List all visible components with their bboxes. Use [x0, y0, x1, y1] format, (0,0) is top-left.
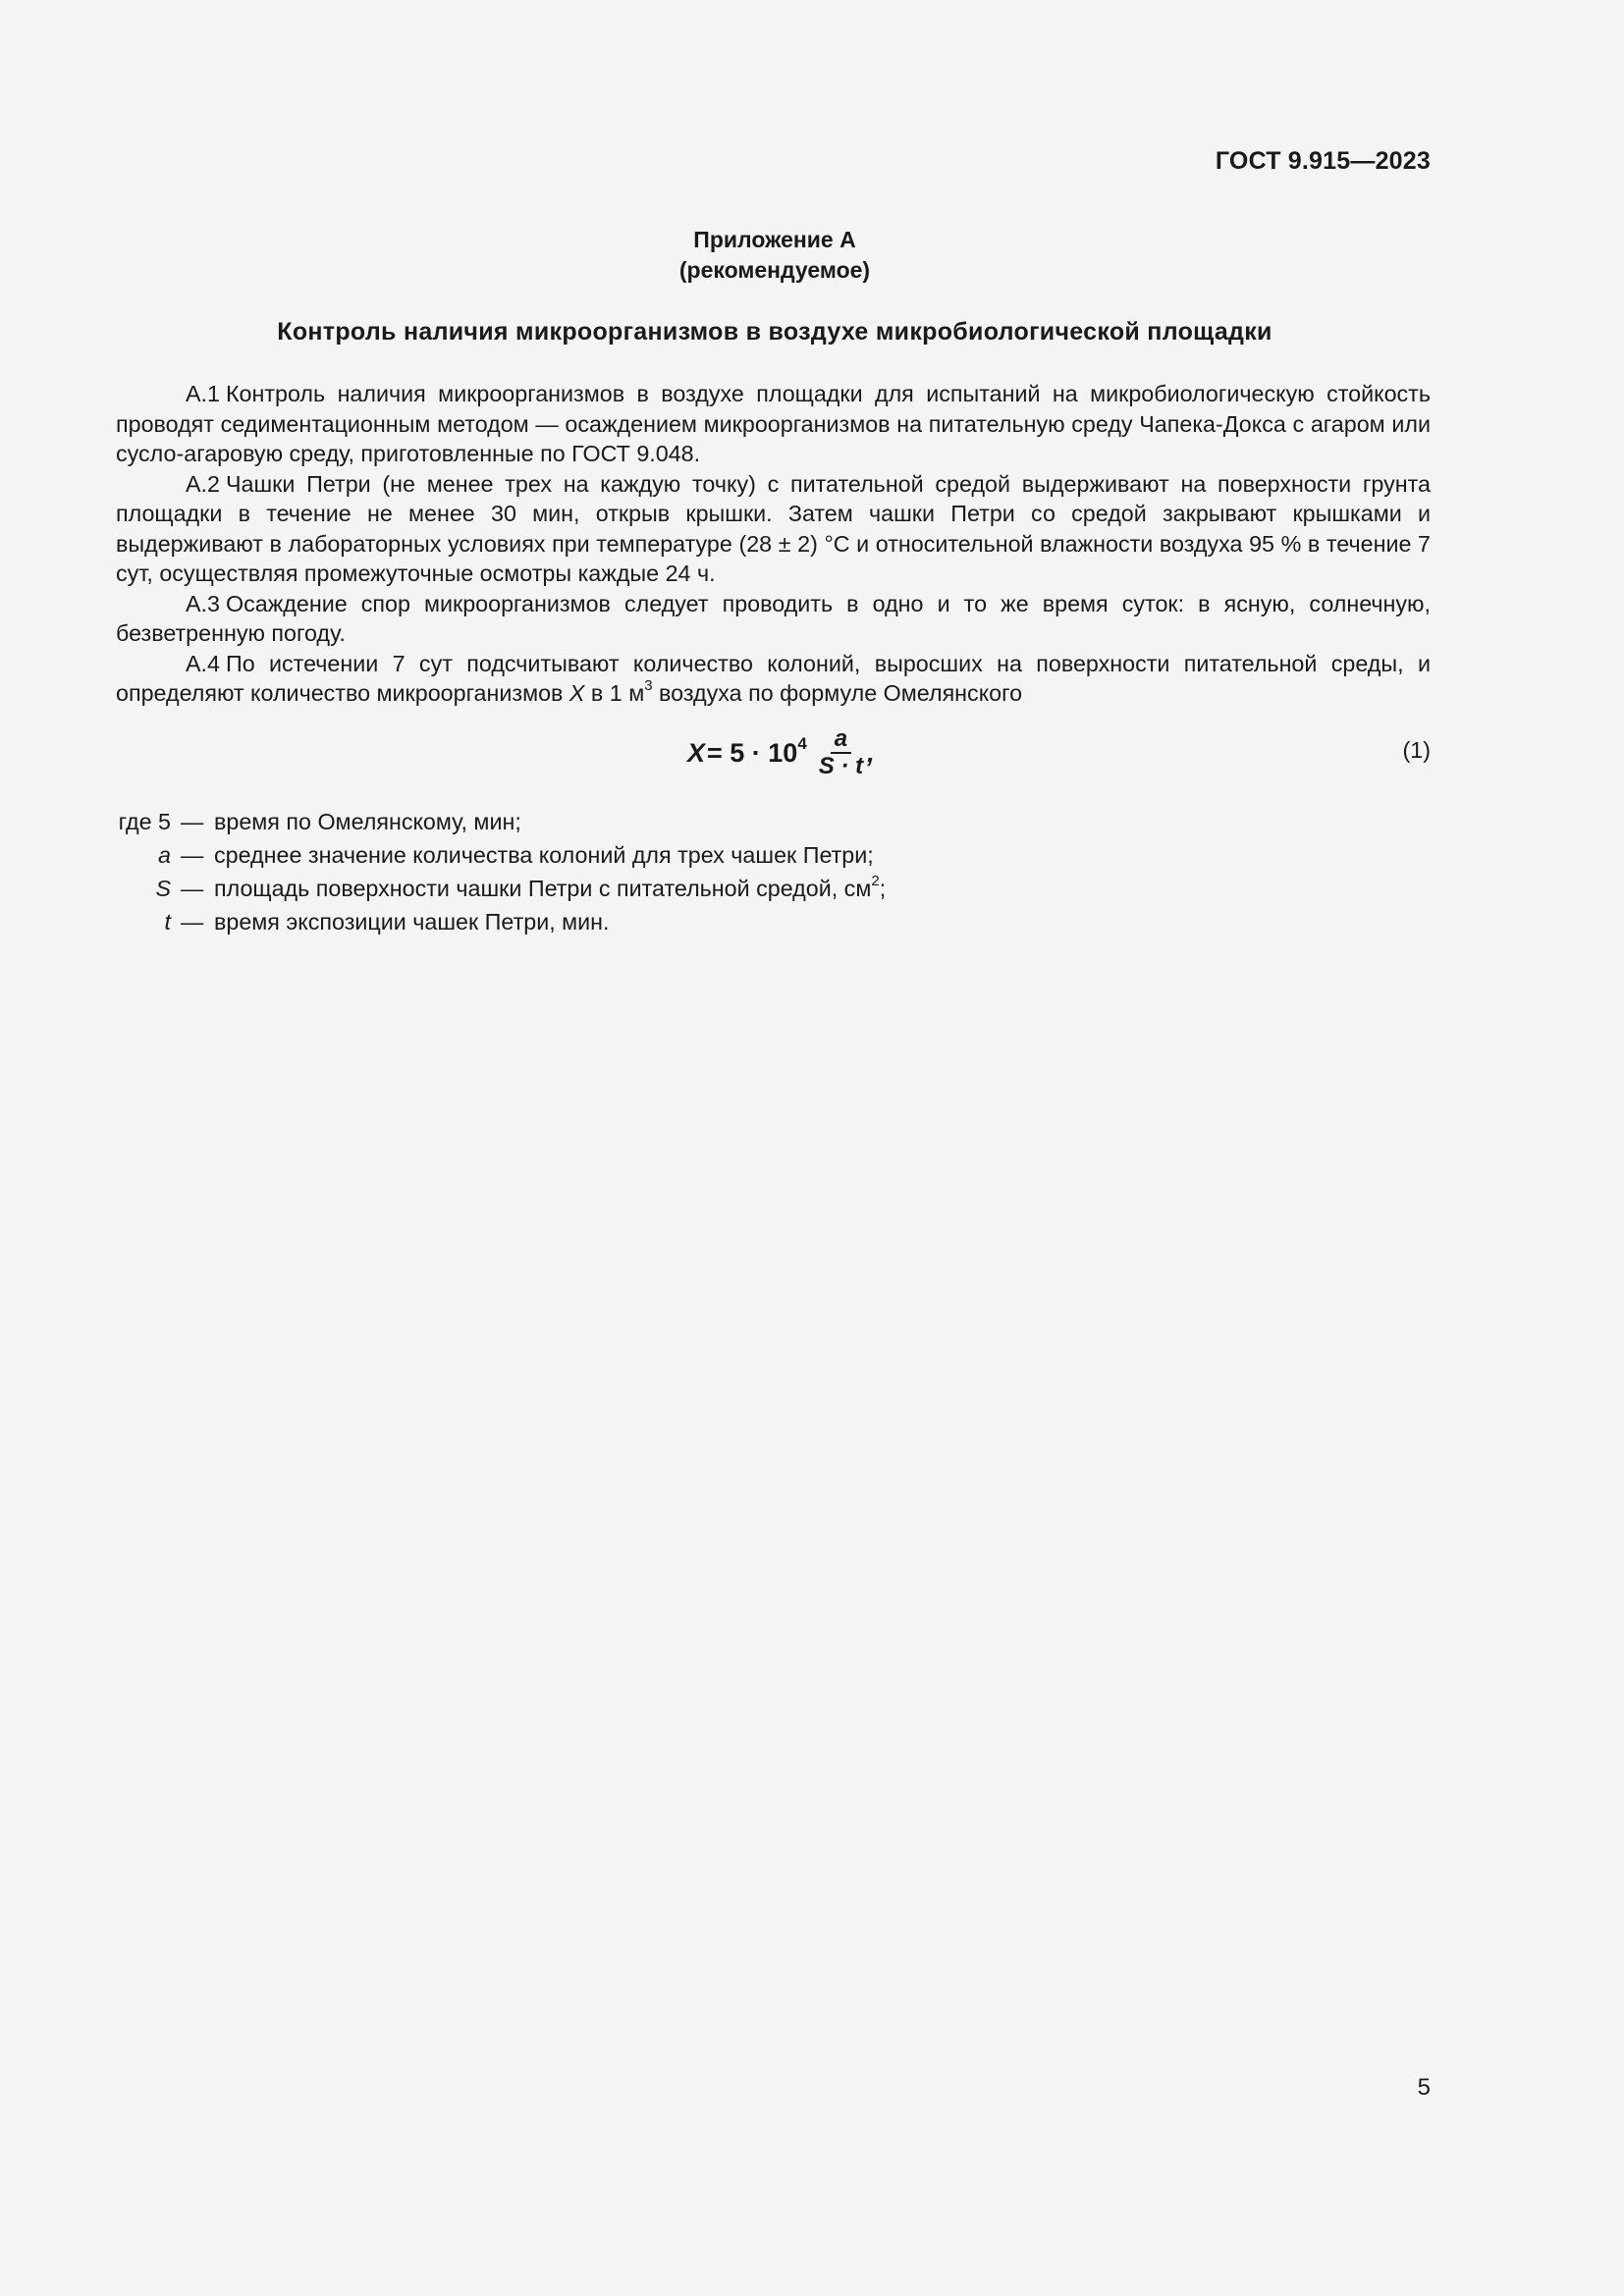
paragraph-a2: [116, 469, 1431, 589]
appendix-title: Приложение А: [693, 227, 856, 252]
superscript: 3: [644, 677, 653, 695]
paragraph-a4: [116, 649, 1431, 709]
formula-denominator: S · t: [818, 753, 864, 779]
legend-symbol: t: [164, 909, 171, 934]
paragraph-a1: [116, 379, 1431, 469]
paragraph-text: воздуха по формуле Омелянского: [652, 680, 1023, 706]
paragraph-text: Контроль наличия микроорганизмов в воздухе площадки для испытаний на микробиологическую стойкость проводят седиментационным методом — осаждением микроорганизмов на питательную среду Чапека-Докса с агаром или сусло-агаровую среду, приготовленные по ГОСТ 9.048.: [116, 381, 1431, 466]
legend-description: время экспозиции чашек Петри, мин.: [214, 909, 610, 934]
superscript: 2: [871, 873, 880, 890]
paragraph-text: Чашки Петри (не менее трех на каждую точку) с питательной средой выдерживают на поверхности грунта площадки в течение не менее 30 мин, открыв крышки. Затем чашки Петри со средой закрывают крышками и выдерживают в лабораторных условиях при температуре (28 ± 2) °С и относительной влажности воздуха 95 % в течение 7 сут, осуществляя промежуточные осмотры каждые 24 ч.: [116, 470, 1431, 586]
paragraph-text: По истечении 7 сут подсчитывают количество колоний, выросших на поверхности питательной среды, и определяют количество микроорганизмов: [116, 650, 1431, 706]
equation-number: (1): [1402, 737, 1431, 763]
legend-dash: —: [181, 876, 204, 901]
appendix-status: (рекомендуемое): [678, 257, 871, 283]
legend-description-tail: ;: [879, 876, 887, 901]
page-number: 5: [1417, 2074, 1431, 2101]
legend-dash: —: [181, 909, 204, 934]
paragraph-number: А.3: [186, 590, 220, 616]
paragraph-a3: [116, 589, 1431, 649]
legend-dash: —: [181, 809, 204, 834]
variable-x: X: [568, 680, 585, 706]
body-text: [116, 379, 1431, 709]
paragraph-number: А.2: [186, 470, 220, 497]
formula-coefficient: [707, 733, 807, 769]
legend-row: [116, 838, 1431, 872]
legend-row: [116, 805, 1431, 838]
formula-exponent: 4: [797, 733, 807, 753]
paragraph-number: А.4: [186, 650, 220, 676]
legend-symbol: S: [155, 876, 171, 901]
formula-trail: ,: [867, 737, 875, 768]
legend-symbol: a: [158, 842, 171, 868]
legend-row: [116, 905, 1431, 938]
legend-symbol: где 5: [118, 809, 171, 834]
document-code: ГОСТ 9.915—2023: [1215, 147, 1431, 175]
legend-description: [214, 872, 886, 905]
formula-legend: [116, 805, 1431, 938]
formula: [687, 726, 875, 779]
formula-numerator: a: [831, 726, 851, 754]
legend-description: время по Омелянскому, мин;: [214, 809, 521, 834]
legend-description: среднее значение количества колоний для трех чашек Петри;: [214, 842, 874, 868]
formula-lhs: X: [687, 737, 706, 768]
legend-description-text: площадь поверхности чашки Петри с питательной средой, см: [214, 876, 872, 901]
legend-row: [116, 872, 1431, 905]
formula-fraction: [815, 726, 867, 779]
section-title: Контроль наличия микроорганизмов в воздухе микробиологической площадки: [277, 318, 1272, 346]
paragraph-number: А.1: [186, 381, 220, 406]
formula-eq: = 5 · 10: [707, 737, 798, 768]
paragraph-text: в 1 м: [584, 680, 645, 706]
legend-dash: —: [181, 842, 204, 868]
paragraph-text: Осаждение спор микроорганизмов следует проводить в одно и то же время суток: в ясную, солнечную, безветренную погоду.: [116, 590, 1431, 646]
